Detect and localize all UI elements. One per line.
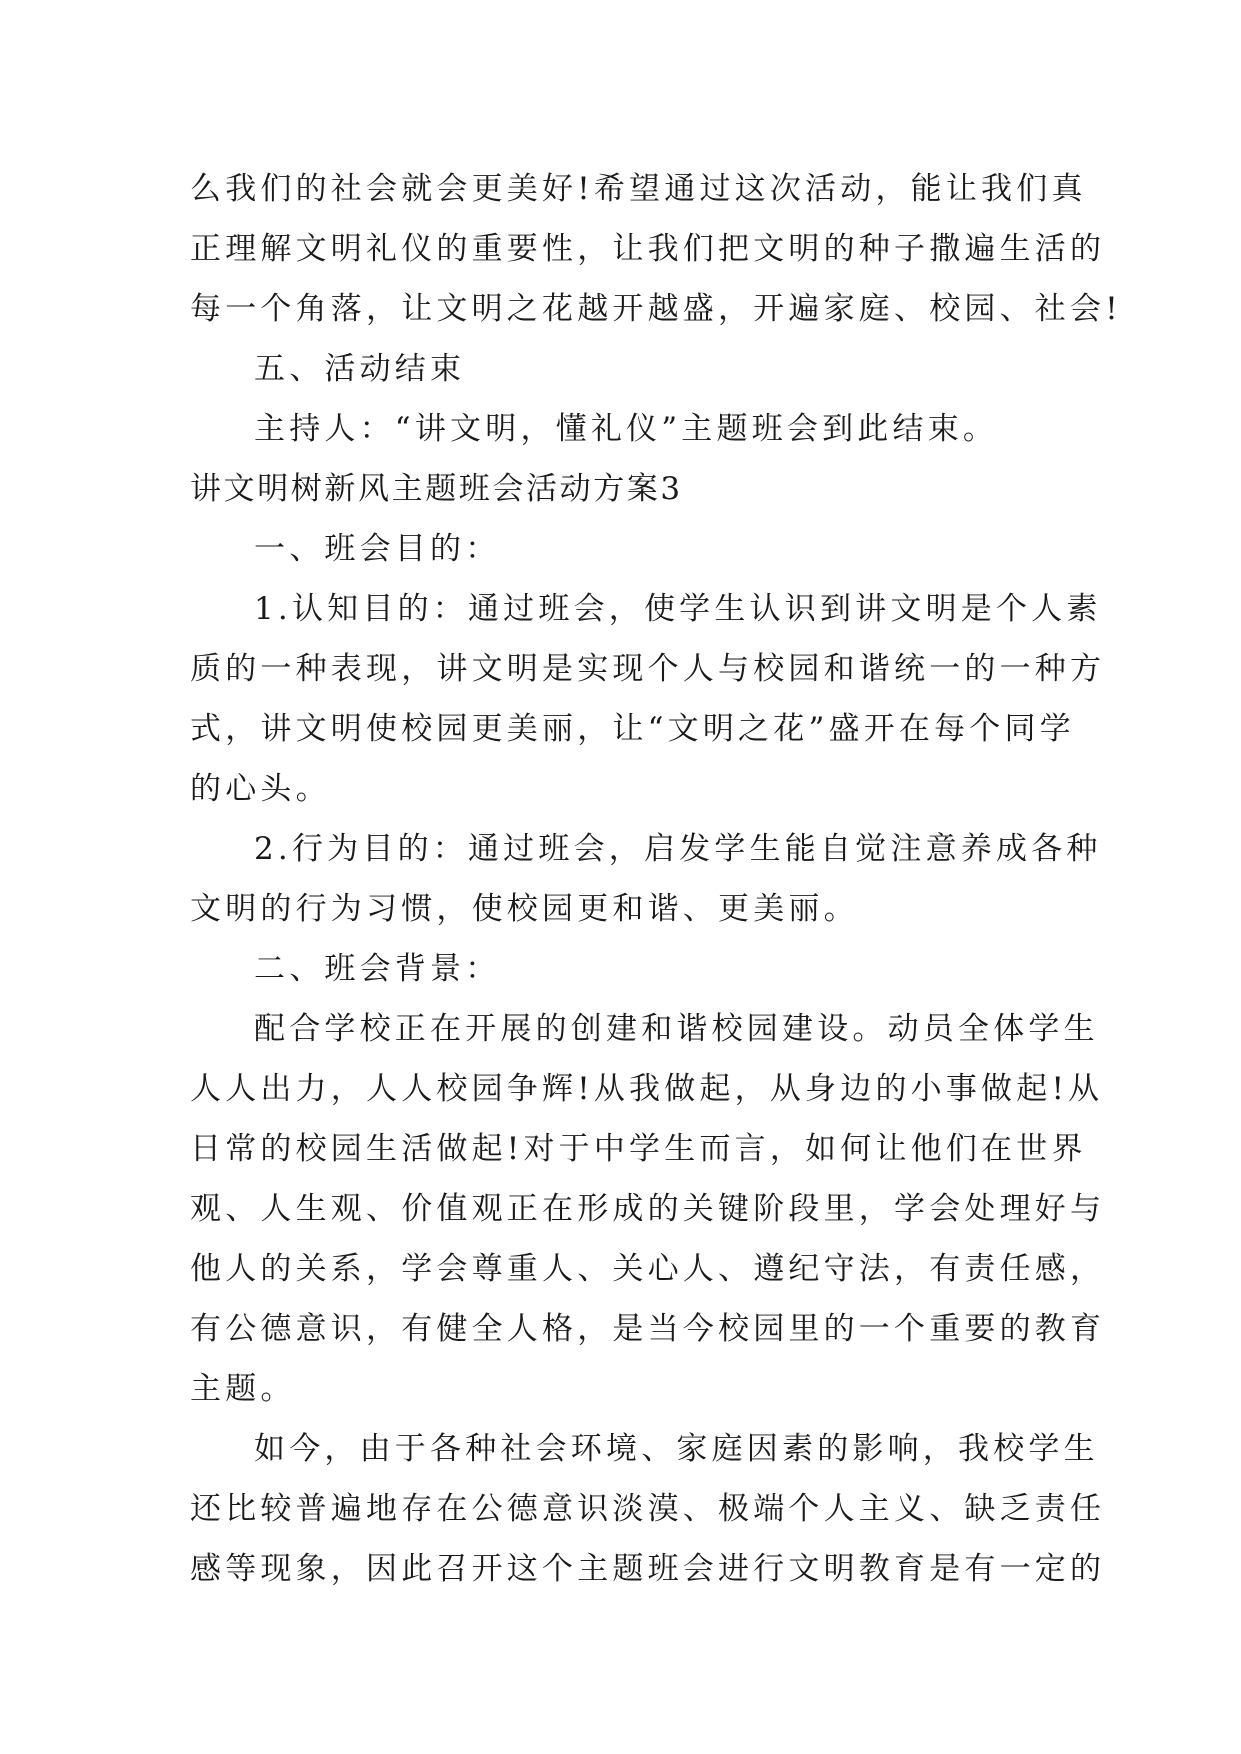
text-line: 人人出力，人人校园争辉!从我做起，从身边的小事做起!从 (190, 1071, 1104, 1107)
text-line: 质的一种表现，讲文明是实现个人与校园和谐统一的一种方 (190, 651, 1106, 687)
document-body (190, 159, 1122, 1599)
text-line: 的心头。 (190, 771, 331, 807)
text-line: 日常的校园生活做起!对于中学生而言，如何让他们在世界 (190, 1131, 1087, 1167)
text-line: 他人的关系，学会尊重人、关心人、遵纪守法，有责任感， (190, 1251, 1106, 1287)
text-line: 每一个角落，让文明之花越开越盛，开遍家庭、校园、社会! (190, 291, 1122, 327)
section-heading: 二、班会背景： (254, 951, 501, 987)
section-heading: 一、班会目的： (254, 531, 501, 567)
plan-title: 讲文明树新风主题班会活动方案3 (190, 471, 683, 507)
text-line: 有公德意识，有健全人格，是当今校园里的一个重要的教育 (190, 1311, 1106, 1347)
text-line: 么我们的社会就会更美好!希望通过这次活动，能让我们真 (190, 171, 1087, 207)
text-line: 主持人：“讲文明，懂礼仪”主题班会到此结束。 (254, 411, 999, 447)
text-line: 文明的行为习惯，使校园更和谐、更美丽。 (190, 891, 859, 927)
text-line: 观、人生观、价值观正在形成的关键阶段里，学会处理好与 (190, 1191, 1106, 1227)
text-line: 配合学校正在开展的创建和谐校园建设。动员全体学生 (254, 1011, 1099, 1047)
text-line: 1.认知目的：通过班会，使学生认识到讲文明是个人素 (254, 591, 1102, 627)
text-line: 正理解文明礼仪的重要性，让我们把文明的种子撒遍生活的 (190, 231, 1106, 267)
text-line: 2.行为目的：通过班会，启发学生能自觉注意养成各种 (254, 831, 1102, 867)
text-line: 如今，由于各种社会环境、家庭因素的影响，我校学生 (254, 1431, 1099, 1467)
section-heading: 五、活动结束 (254, 351, 466, 387)
text-line: 感等现象，因此召开这个主题班会进行文明教育是有一定的 (190, 1551, 1106, 1587)
text-line: 式，讲文明使校园更美丽，让“文明之花”盛开在每个同学 (190, 711, 1075, 747)
text-line: 还比较普遍地存在公德意识淡漠、极端个人主义、缺乏责任 (190, 1491, 1106, 1527)
text-line: 主题。 (190, 1371, 296, 1407)
